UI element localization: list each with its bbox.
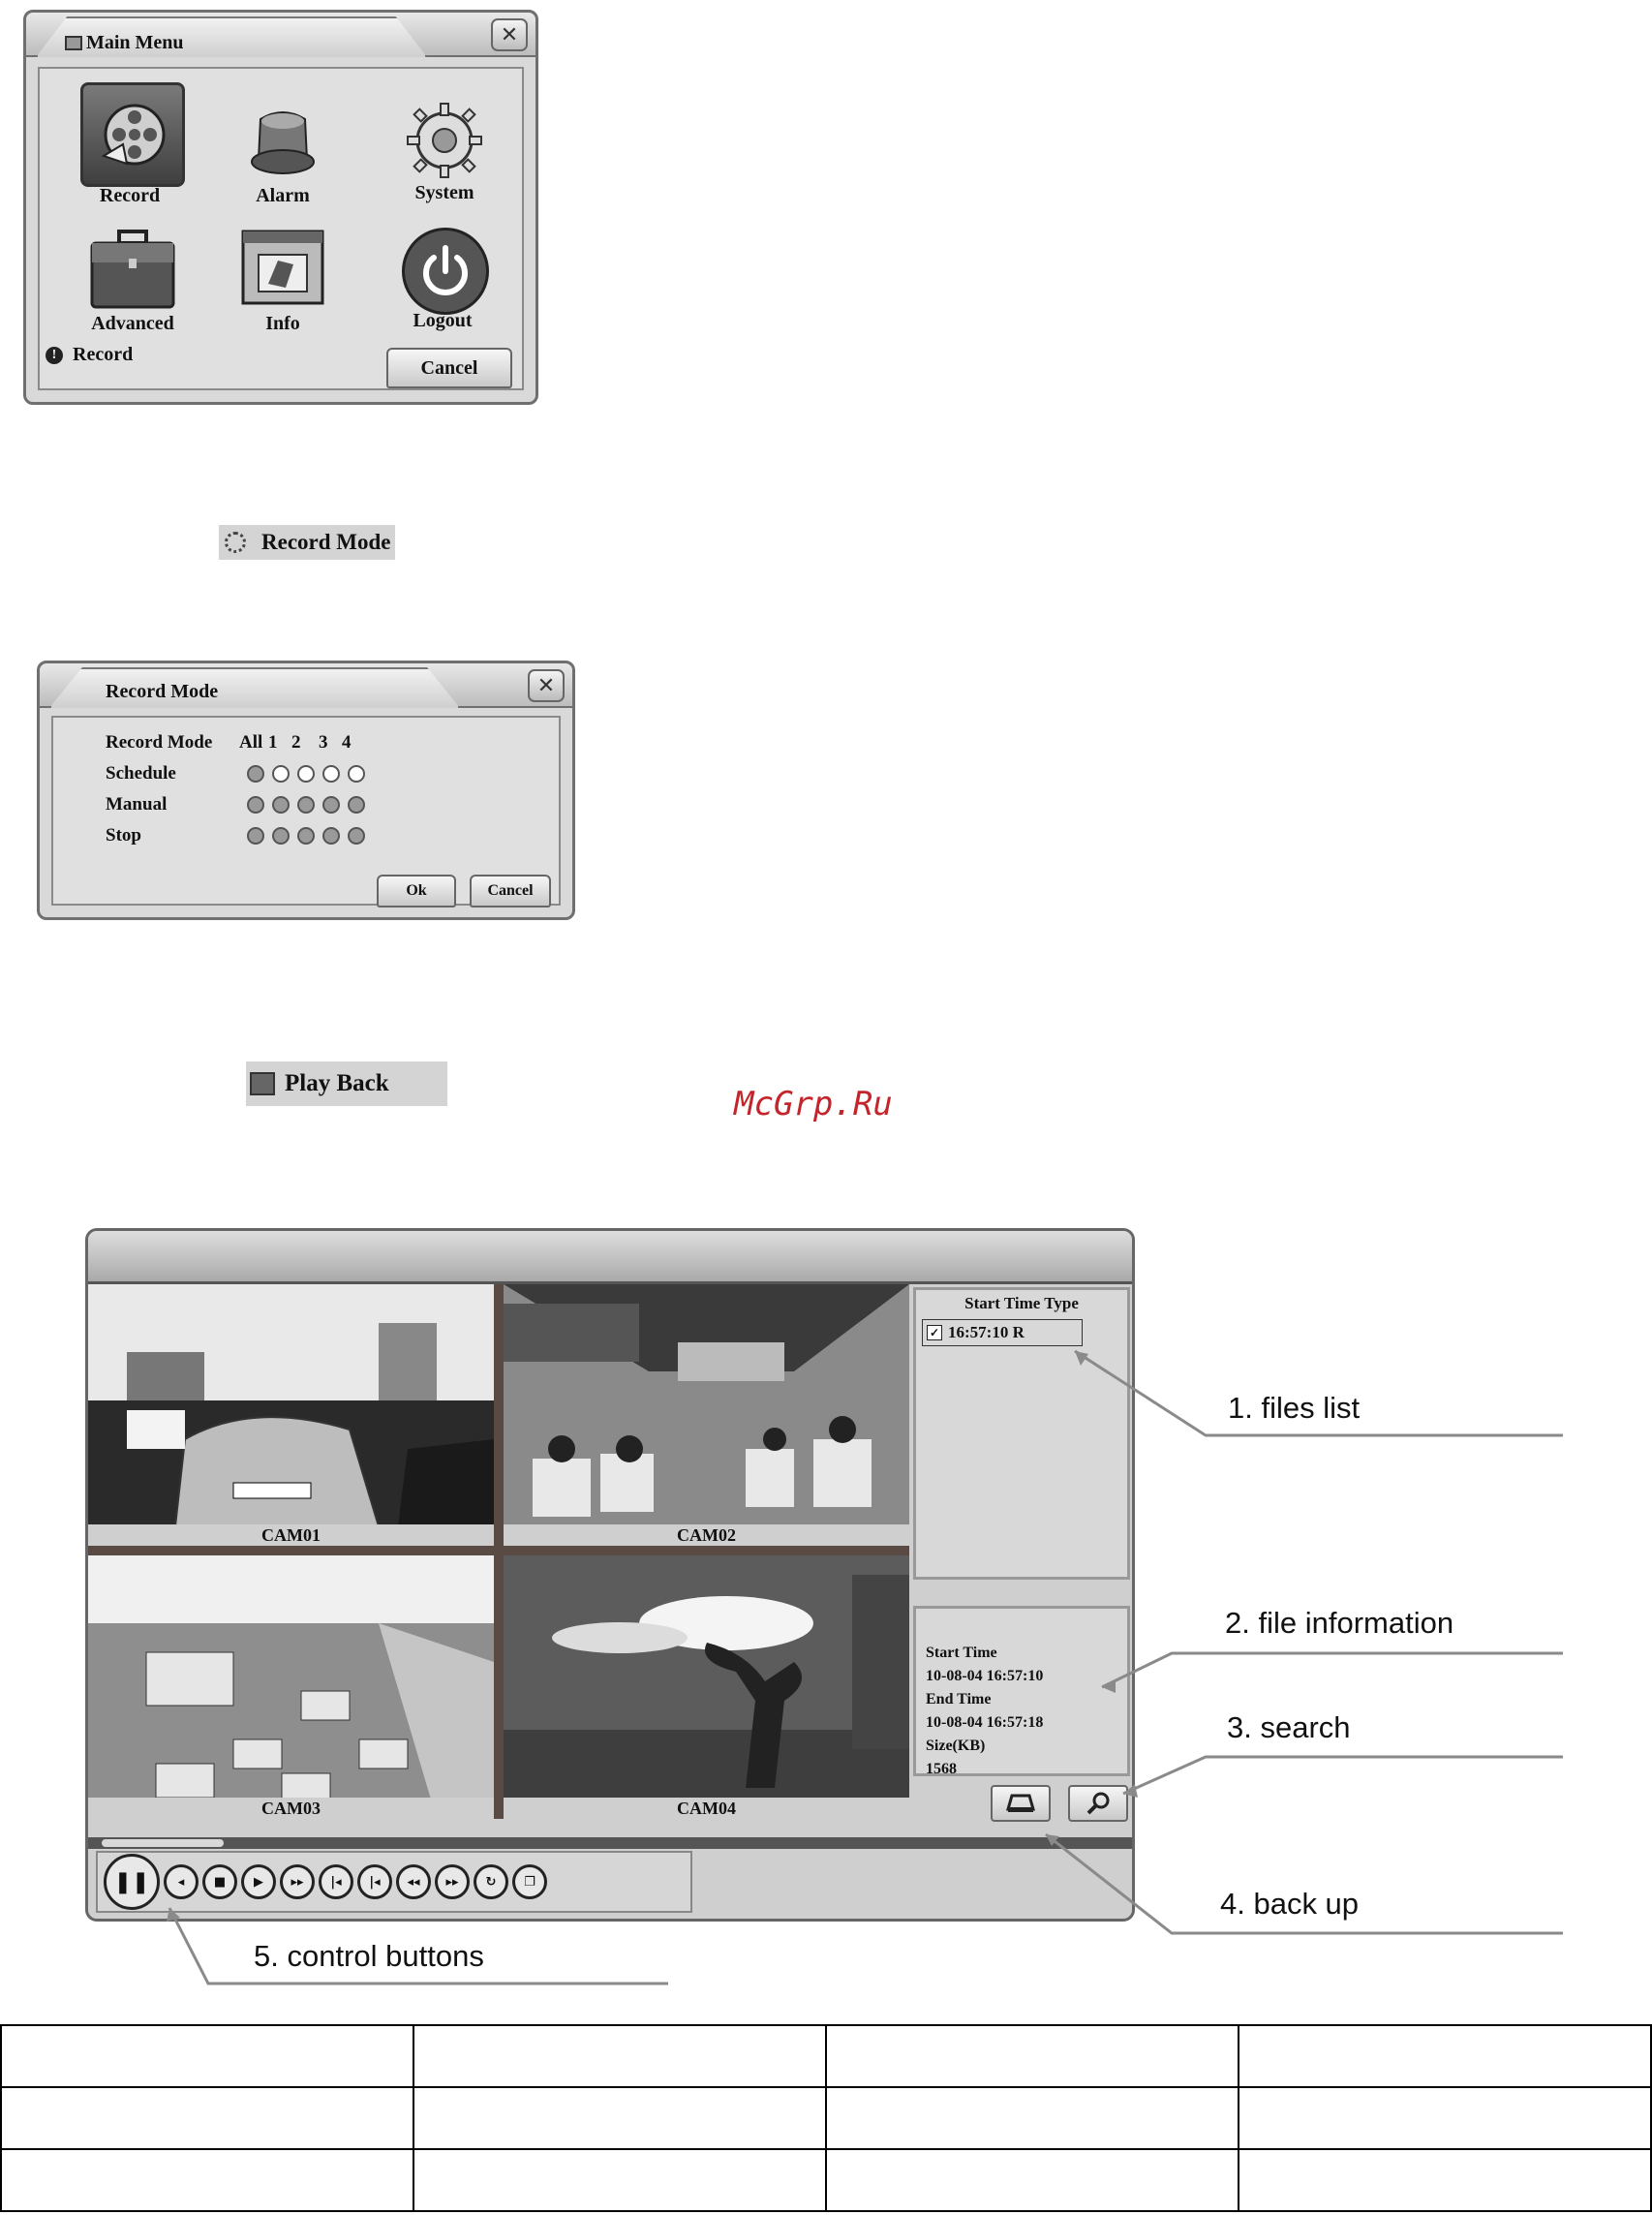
backup-button[interactable] [991, 1785, 1051, 1822]
close-icon: ✕ [536, 673, 556, 698]
rewind-button[interactable] [396, 1864, 431, 1899]
schedule-label: Schedule [106, 763, 176, 784]
close-button[interactable] [528, 669, 565, 702]
size-value: 1568 [926, 1761, 957, 1777]
backup-drive-icon [1006, 1794, 1035, 1813]
stop-icon: ■ [213, 1874, 227, 1890]
stop-4-radio[interactable] [348, 827, 365, 845]
manual-4-radio[interactable] [348, 796, 365, 814]
stop-label: Stop [106, 825, 141, 846]
alarm-label: Alarm [256, 185, 310, 206]
camera-1-view[interactable] [88, 1284, 494, 1546]
prev-frame-button[interactable] [319, 1864, 353, 1899]
schedule-3-radio[interactable] [322, 765, 340, 783]
watermark: McGrp.Ru [734, 1085, 893, 1123]
files-list-header: Start Time Type [964, 1294, 1079, 1312]
refresh-button[interactable] [474, 1864, 508, 1899]
system-label: System [414, 182, 474, 203]
checkbox-checked-icon[interactable]: ✓ [927, 1325, 942, 1340]
files-list-panel [913, 1287, 1130, 1580]
record-mode-icon [225, 532, 246, 553]
step-back-button[interactable] [164, 1864, 199, 1899]
table-row [1, 2149, 1651, 2211]
skip-forward-button[interactable] [435, 1864, 470, 1899]
advanced-label: Advanced [91, 313, 174, 334]
play-button[interactable] [241, 1864, 276, 1899]
play-icon: ▶ [254, 1874, 263, 1890]
pause-button[interactable] [104, 1854, 160, 1910]
search-button[interactable] [1068, 1785, 1128, 1822]
search-icon [1086, 1791, 1111, 1816]
size-label: Size(KB) [926, 1738, 986, 1754]
camera-4-view[interactable] [504, 1555, 909, 1819]
video-grid [88, 1284, 909, 1819]
search-leader [1123, 1757, 1563, 1794]
end-time-value: 10-08-04 16:57:18 [926, 1714, 1044, 1731]
prev-frame-icon: |◂ [330, 1874, 342, 1890]
column-3: 3 [319, 732, 328, 753]
manual-label: Manual [106, 794, 168, 815]
file-info-panel [913, 1606, 1130, 1776]
table-row [1, 2087, 1651, 2149]
record-mode-title: Record Mode [106, 681, 219, 702]
empty-table [0, 2024, 1652, 2212]
highway-image [88, 1555, 494, 1819]
record-menu-item[interactable] [80, 82, 185, 187]
close-icon: ✕ [500, 22, 519, 47]
file-list-item[interactable]: ✓ 16:57:10 R [922, 1319, 1083, 1346]
step-back-icon: ◂ [177, 1874, 185, 1890]
file-info-leader [1102, 1653, 1563, 1687]
main-menu-title: Main Menu [65, 32, 184, 54]
search-annotation: 3. search [1227, 1710, 1351, 1744]
files-list-annotation: 1. files list [1228, 1391, 1361, 1425]
alarm-menu-item[interactable] [239, 102, 326, 179]
camera-2-view[interactable] [504, 1284, 909, 1546]
rewind-icon: ◂◂ [407, 1874, 420, 1890]
info-menu-item[interactable] [239, 226, 326, 309]
progress-fill [102, 1839, 224, 1847]
playback-titlebar [88, 1231, 1132, 1284]
camera-3-view[interactable] [88, 1555, 494, 1819]
fast-forward-icon: ▸▸ [291, 1874, 304, 1890]
column-all: All [239, 732, 263, 753]
status-line: ! Record [46, 344, 133, 366]
playback-caption: Play Back [246, 1061, 447, 1106]
info-window-icon [239, 226, 326, 309]
control-buttons-annotation: 5. control buttons [254, 1939, 484, 1973]
alarm-bell-icon [239, 102, 326, 179]
stop-1-radio[interactable] [272, 827, 290, 845]
toolbox-icon [86, 226, 179, 313]
schedule-1-radio[interactable] [272, 765, 290, 783]
record-mode-row-header: Record Mode [106, 732, 213, 753]
start-time-label: Start Time [926, 1645, 997, 1661]
cam01-label: CAM01 [88, 1524, 494, 1546]
end-time-label: End Time [926, 1691, 992, 1707]
fast-forward-button[interactable] [280, 1864, 315, 1899]
landscape-tree-image [504, 1555, 909, 1819]
power-icon [416, 242, 474, 300]
record-mode-grid [106, 727, 373, 851]
gear-icon [406, 102, 483, 179]
cam02-label: CAM02 [504, 1524, 909, 1546]
system-menu-item[interactable] [406, 102, 483, 179]
skip-start-button[interactable] [357, 1864, 392, 1899]
stop-all-radio[interactable] [247, 827, 264, 845]
logout-label: Logout [413, 310, 473, 331]
advanced-menu-item[interactable] [86, 226, 179, 313]
manual-1-radio[interactable] [272, 796, 290, 814]
stop-2-radio[interactable] [297, 827, 315, 845]
menu-window-icon [65, 36, 82, 50]
manual-3-radio[interactable] [322, 796, 340, 814]
pause-icon: ❚❚ [113, 1869, 150, 1894]
playback-icon [250, 1072, 275, 1095]
record-mode-caption: Record Mode [219, 525, 395, 560]
column-2: 2 [291, 732, 301, 753]
manual-all-radio[interactable] [247, 796, 264, 814]
exclamation-icon: ! [46, 347, 63, 364]
train-interior-image [504, 1284, 909, 1546]
refresh-icon: ↻ [485, 1874, 497, 1890]
back-up-annotation: 4. back up [1220, 1887, 1360, 1921]
logout-menu-item[interactable] [402, 228, 489, 315]
cancel-button[interactable]: Cancel [470, 875, 551, 908]
record-mode-dialog [37, 661, 575, 920]
film-reel-icon [94, 96, 171, 173]
column-1: 1 [268, 732, 278, 753]
manual-2-radio[interactable] [297, 796, 315, 814]
file-information-annotation: 2. file information [1225, 1606, 1454, 1640]
stop-3-radio[interactable] [322, 827, 340, 845]
playback-window [85, 1228, 1135, 1922]
close-button[interactable] [491, 18, 528, 51]
column-4: 4 [342, 732, 352, 753]
table-row [1, 2025, 1651, 2087]
control-buttons-bar [96, 1851, 692, 1913]
progress-track[interactable] [88, 1837, 1132, 1849]
cam03-label: CAM03 [88, 1798, 494, 1819]
info-label: Info [265, 313, 300, 334]
schedule-4-radio[interactable] [348, 765, 365, 783]
skip-start-icon: |◂ [369, 1874, 381, 1890]
schedule-2-radio[interactable] [297, 765, 315, 783]
start-time-value: 10-08-04 16:57:10 [926, 1668, 1044, 1684]
skip-forward-icon: ▸▸ [445, 1874, 459, 1890]
main-menu-dialog [23, 10, 538, 405]
cam04-label: CAM04 [504, 1798, 909, 1819]
cancel-button[interactable]: Cancel [386, 348, 512, 388]
windows-button[interactable] [512, 1864, 547, 1899]
schedule-all-radio[interactable] [247, 765, 264, 783]
record-label: Record [99, 185, 161, 206]
stop-button[interactable] [202, 1864, 237, 1899]
street-traffic-image [88, 1284, 494, 1546]
ok-button[interactable]: Ok [377, 875, 456, 908]
windows-icon: ❐ [524, 1874, 535, 1890]
